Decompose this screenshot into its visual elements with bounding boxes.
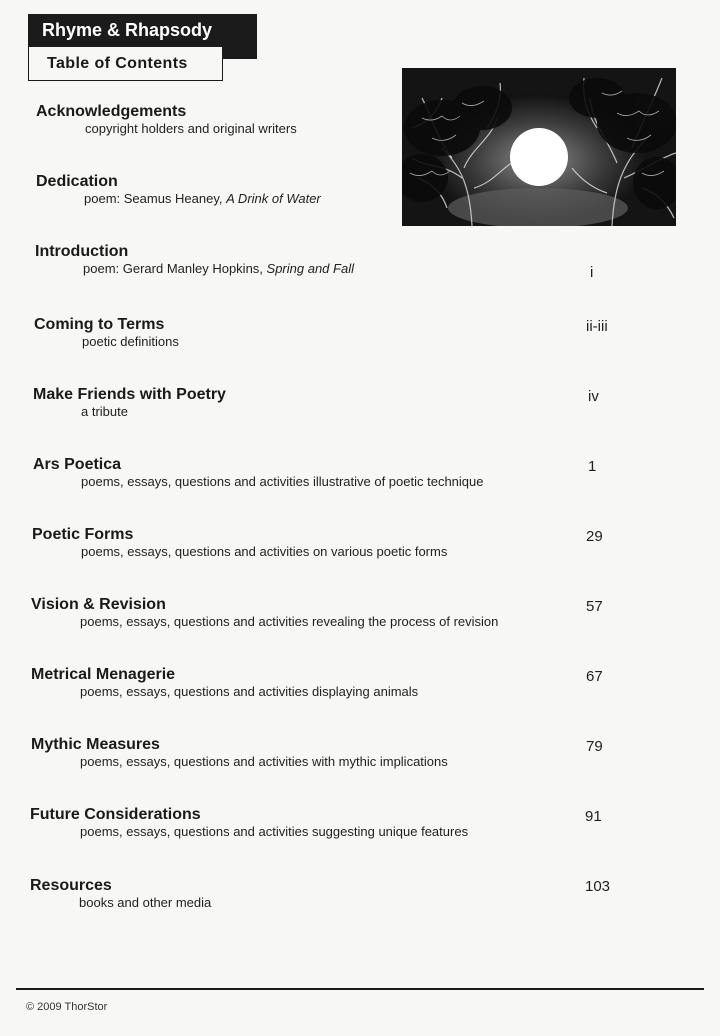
entry-title: Resources [30, 877, 112, 894]
entry-title: Vision & Revision [31, 596, 166, 613]
entry-description: poems, essays, questions and activities displaying animals [80, 684, 419, 699]
entry-description: poems, essays, questions and activities revealing the process of revision [80, 614, 499, 629]
toc-entry [36, 172, 556, 207]
toc-entry [32, 525, 592, 560]
entry-title: Coming to Terms [34, 316, 165, 333]
copyright-notice: © 2009 ThorStor [26, 1001, 108, 1013]
toc-heading-box [28, 46, 223, 81]
toc-entry [30, 805, 590, 840]
entry-description: poems, essays, questions and activities suggesting unique features [80, 824, 469, 839]
page-number: 91 [585, 808, 602, 825]
poem-title: A Drink of Water [226, 191, 321, 206]
entry-title: Acknowledgements [36, 103, 187, 120]
page-number: 1 [588, 458, 597, 475]
page-number: i [590, 264, 594, 281]
entry-description-text: poem: Gerard Manley Hopkins, [83, 261, 267, 276]
page-number: ii-iii [586, 318, 608, 335]
footer-divider [16, 988, 704, 990]
entry-description: books and other media [79, 895, 212, 910]
toc-entry [31, 665, 591, 700]
entry-description [84, 191, 556, 207]
toc-entry [33, 455, 593, 490]
entry-title: Make Friends with Poetry [33, 386, 226, 403]
page-number: 57 [586, 598, 603, 615]
entry-title: Poetic Forms [32, 526, 134, 543]
page-number: 29 [586, 528, 603, 545]
toc-entry [31, 735, 591, 770]
page-number: iv [588, 388, 599, 405]
entry-description: poems, essays, questions and activities with mythic implications [80, 754, 448, 769]
entry-description: a tribute [81, 404, 128, 419]
poem-title: Spring and Fall [266, 261, 354, 276]
entry-description-text: poem: Seamus Heaney, [84, 191, 227, 206]
toc-entry [30, 876, 550, 911]
entry-description [83, 261, 555, 277]
entry-title: Ars Poetica [33, 456, 122, 473]
entry-description: copyright holders and original writers [85, 121, 297, 136]
entry-title: Mythic Measures [31, 736, 160, 753]
entry-title: Introduction [35, 243, 129, 260]
entry-title: Metrical Menagerie [31, 666, 176, 683]
toc-entry [34, 315, 554, 350]
page-number: 103 [585, 878, 611, 895]
toc-entry [33, 385, 553, 420]
book-title: Rhyme & Rhapsody [42, 20, 213, 40]
page-number: 79 [586, 738, 603, 755]
toc-heading: Table of Contents [47, 55, 188, 72]
entry-title: Dedication [36, 173, 118, 190]
entry-description: poems, essays, questions and activities on various poetic forms [81, 544, 448, 559]
toc-entry [31, 595, 591, 630]
toc-entry [35, 242, 555, 277]
entry-description: poems, essays, questions and activities illustrative of poetic technique [81, 474, 484, 489]
entry-description: poetic definitions [82, 334, 179, 349]
page-number: 67 [586, 668, 603, 685]
entry-title: Future Considerations [30, 806, 201, 823]
toc-entry [36, 102, 556, 137]
